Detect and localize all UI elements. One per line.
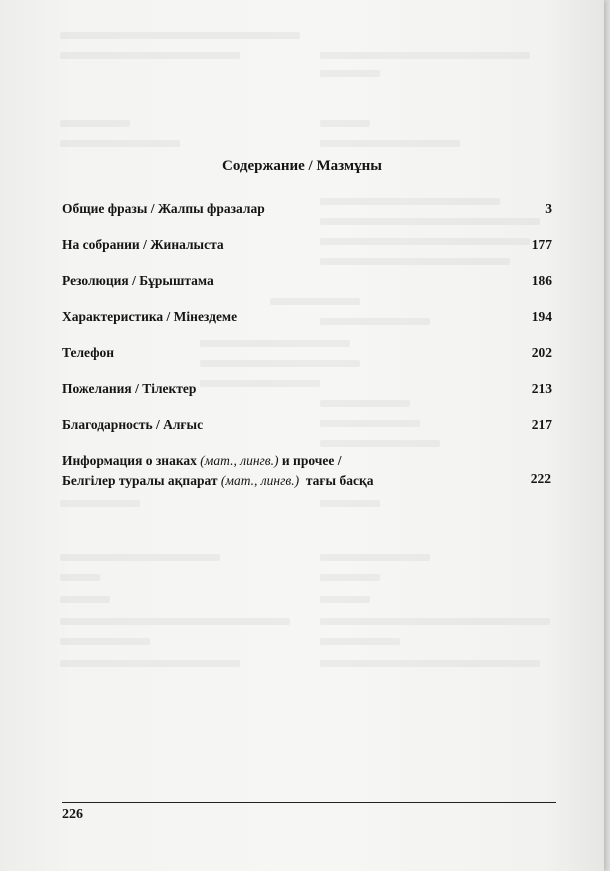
toc-entry-label: Характеристика / Мінездеме [62,309,238,324]
toc-entry [62,235,554,271]
toc-entry-page: 217 [531,417,552,432]
toc-entry [62,271,554,307]
toc-entry-label: Резолюция / Бұрыштама [62,273,214,288]
toc-entry-label [62,451,373,491]
line2-text: Белгілер туралы ақпарат [62,473,221,488]
toc-entry [62,199,554,235]
toc-entry [62,307,554,343]
toc-entry-page: 177 [531,237,552,252]
toc-entry-label: На собрании / Жиналыста [62,237,224,252]
toc-entry-multiline [62,451,554,495]
table-of-contents [62,199,554,495]
toc-entry [62,343,554,379]
toc-entry-label: Общие фразы / Жалпы фразалар [62,201,265,216]
line1-text: Информация о знаках [62,453,201,468]
footer-divider [62,802,556,803]
toc-entry-page: 3 [545,201,552,216]
line1-text-end: и прочее / [278,453,342,468]
toc-entry-page: 202 [531,345,552,360]
line2-abbreviation: (мат., лингв.) [220,473,300,488]
toc-entry-page: 213 [531,381,552,396]
toc-entry [62,379,554,415]
line2-text-end: тағы басқа [299,473,374,488]
toc-entry-label: Пожелания / Тілектер [62,381,197,396]
toc-entry-label: Телефон [62,345,115,360]
toc-entry-page: 186 [531,273,552,288]
footer-page-number: 226 [62,807,83,822]
toc-entry-line-1 [62,453,341,468]
toc-entry [62,415,554,451]
toc-entry-label: Благодарность / Алғыс [62,417,204,432]
toc-entry-line-2 [62,471,373,491]
line1-abbreviation: (мат., лингв.) [200,453,279,468]
toc-entry-page: 222 [530,471,551,486]
toc-entry-page: 194 [531,309,552,324]
page-title: Содержание / Мазмұны [221,158,383,174]
